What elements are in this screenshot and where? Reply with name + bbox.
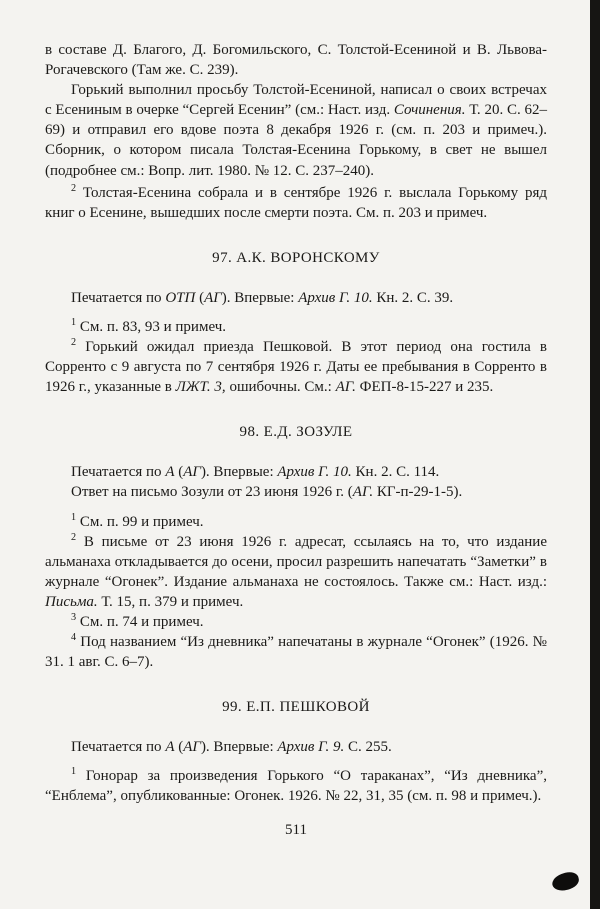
publication-note: Печатается по А (АГ). Впервые: Архив Г. 10. Кн. 2. С. 114.	[71, 464, 440, 481]
footnote: $^2$ Горький ожидал приезда Пешковой. В этот период она гостила в Сорренто с 9 августа по 7 сентября 1926 г. Даты ее пребывания в Сорренто в 1926 г., указанные в ЛЖТ. 3, ошибочны. См.: АГ. ФЕП-8-15-227 и 235.	[45, 337, 547, 396]
footnote: $^1$ Гонорар за произведения Горького “О тараканах”, “Из дневника”, “Енблема”, опубликованные: Огонек. 1926. № 22, 31, 35 (см. п. 98 и примеч.).	[45, 766, 547, 805]
publication-note: Печатается по ОТП (АГ). Впервые: Архив Г. 10. Кн. 2. С. 39.	[71, 289, 454, 306]
page-number: 511	[285, 821, 307, 838]
footnote: $^2$ В письме от 23 июня 1926 г. адресат, ссылаясь на то, что издание альманаха откладывается до осени, просил разрешить напечатать “Заметки” в журнале “Огонек”. Издание альманаха не состоялось. Также см.: Наст. изд.: Письма. Т. 15, п. 379 и примеч.	[45, 531, 547, 610]
paragraph-continuation: в составе Д. Благого, Д. Богомильского, С. Толстой-Есениной и В. Львова-Рогачевского (Там же. С. 239).	[45, 42, 547, 79]
publication-note: Печатается по А (АГ). Впервые: Архив Г. 9. С. 255.	[71, 739, 392, 756]
book-page	[45, 40, 547, 839]
paragraph: Ответ на письмо Зозули от 23 июня 1926 г. (АГ. КГ-п-29-1-5).	[71, 484, 463, 501]
footnote: $^1$ См. п. 99 и примеч.	[71, 511, 204, 530]
footnote: $^2$ Толстая-Есенина собрала и в сентябре 1926 г. выслала Горькому ряд книг о Есенине, вышедших после смерти поэта. См. п. 203 и примеч.	[45, 182, 547, 221]
footnote: $^4$ Под названием “Из дневника” напечатаны в журнале “Огонек” (1926. № 31. 1 авг. С. 6–7).	[45, 632, 547, 671]
paragraph: Горький выполнил просьбу Толстой-Есениной, написал о своих встречах с Есениным в очерке “Сергей Есенин” (см.: Наст. изд. Сочинения. Т. 20. С. 62–69) и отправил его вдове поэта 8 декабря 1926 г. (см. п. 203 и примеч.). Сборник, о котором писала Толстая-Есенина Горькому, в свет не вышел (подробнее см.: Вопр. лит. 1980. № 12. С. 237–240).	[45, 82, 547, 179]
section-heading-97: 97. А.К. ВОРОНСКОМУ	[212, 249, 380, 266]
footnote: $^3$ См. п. 74 и примеч.	[71, 611, 204, 630]
section-heading-98: 98. Е.Д. ЗОЗУЛЕ	[239, 424, 353, 441]
section-heading-99: 99. Е.П. ПЕШКОВОЙ	[222, 699, 370, 716]
scan-edge-artifact	[590, 0, 600, 909]
footnote: $^1$ См. п. 83, 93 и примеч.	[71, 316, 227, 335]
ink-blot-artifact	[550, 870, 580, 893]
